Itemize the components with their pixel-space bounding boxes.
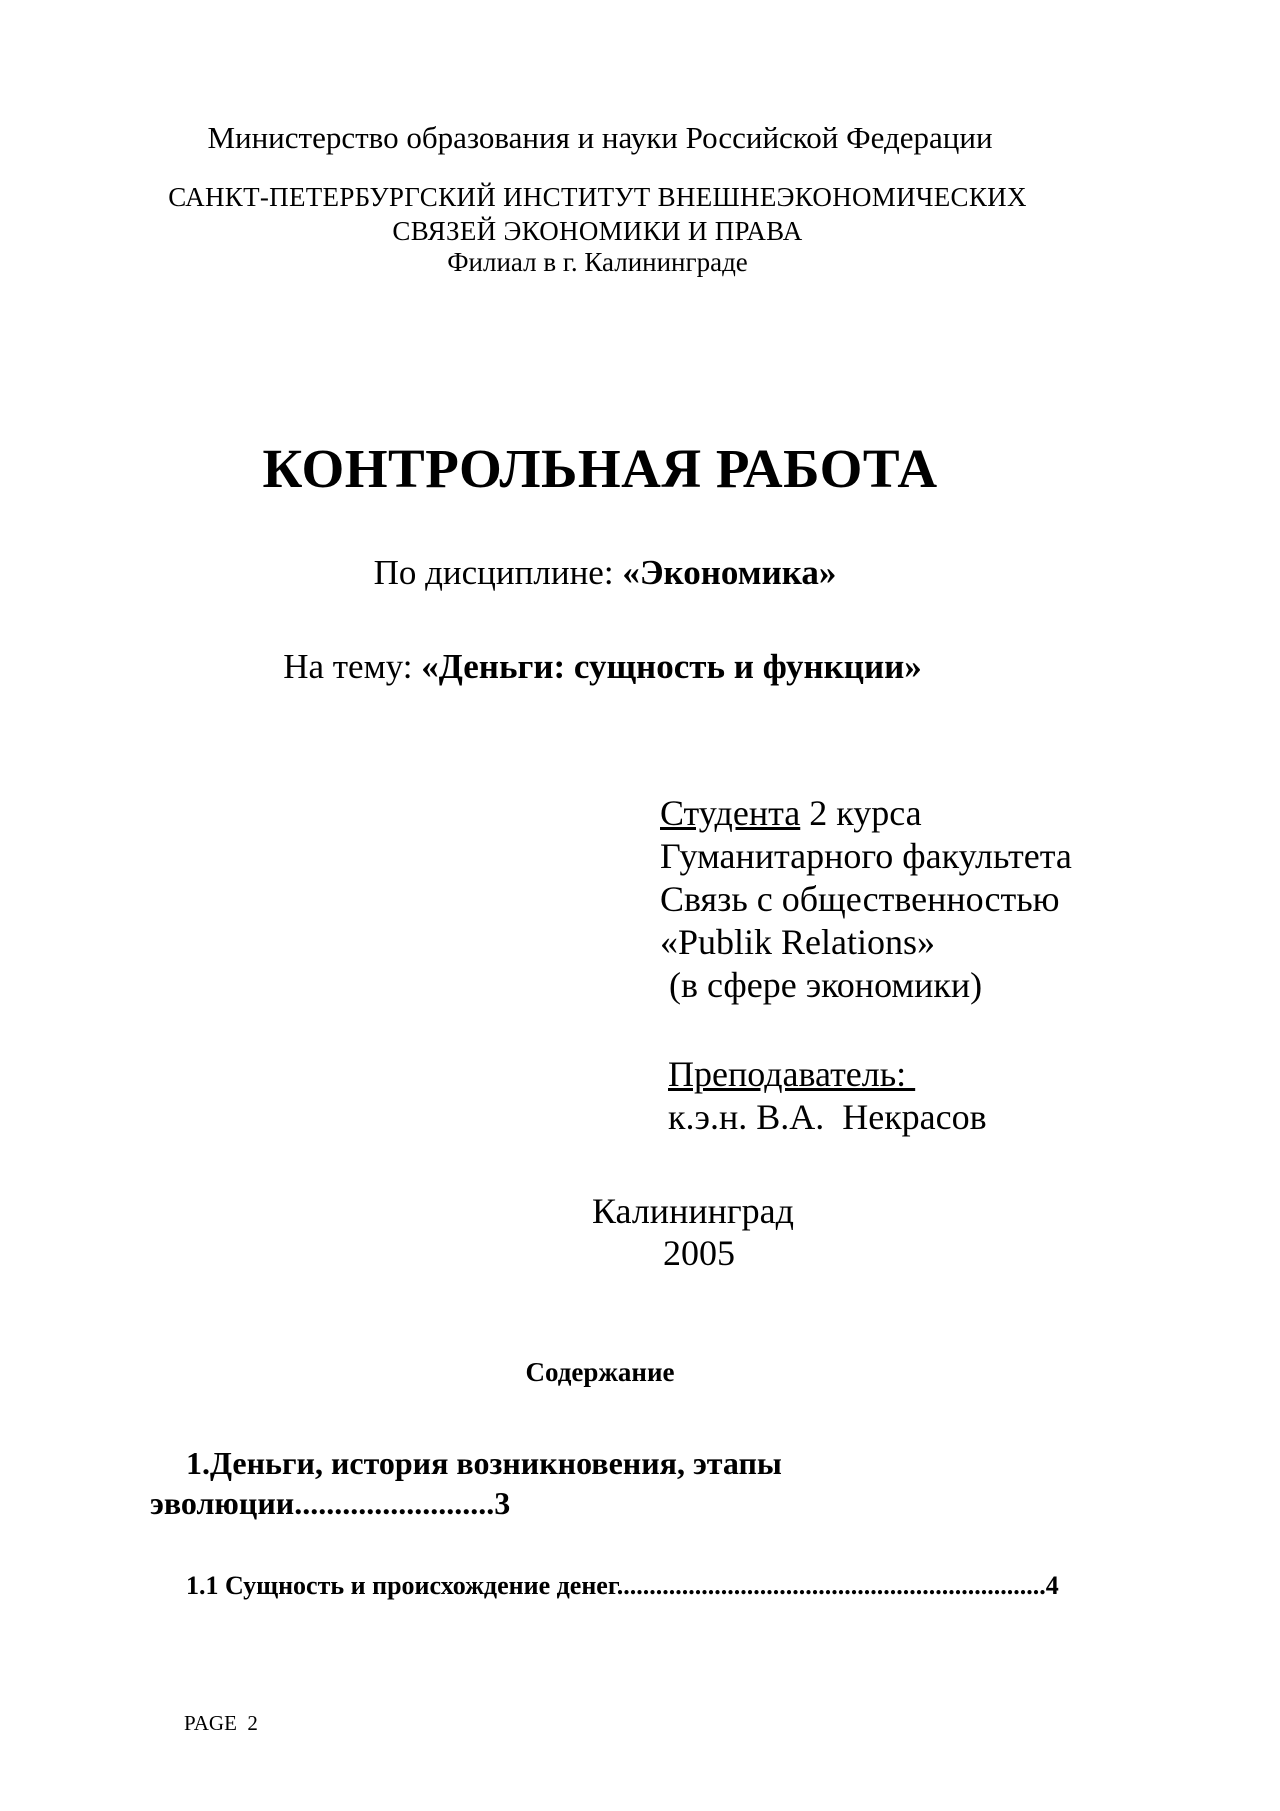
institute-name-line2: СВЯЗЕЙ ЭКОНОМИКИ И ПРАВА xyxy=(392,216,803,246)
document-title: КОНТРОЛЬНАЯ РАБОТА xyxy=(262,438,938,499)
toc-item-1-line1: 1.Деньги, история возникновения, этапы xyxy=(186,1445,782,1481)
student-faculty: Гуманитарного факультета xyxy=(660,836,1072,876)
teacher-block xyxy=(668,1053,987,1139)
student-label: Студента xyxy=(660,793,801,833)
student-program: «Publik Relations» xyxy=(660,922,936,962)
discipline-value: «Экономика» xyxy=(622,553,837,592)
contents-heading: Содержание xyxy=(525,1357,675,1387)
topic-line xyxy=(0,647,1280,687)
year: 2005 xyxy=(663,1233,735,1273)
topic-label: На тему: xyxy=(283,647,422,686)
student-course: 2 курса xyxy=(800,793,922,833)
teacher-name: к.э.н. В.А. Некрасов xyxy=(668,1097,987,1137)
city: Калининград xyxy=(592,1191,794,1231)
student-course-line xyxy=(660,792,1072,835)
topic-value: «Деньги: сущность и функции» xyxy=(421,647,922,686)
discipline-label: По дисциплине: xyxy=(373,553,623,592)
student-specialty: Связь с общественностью xyxy=(660,879,1060,919)
toc-item-1-line2: эволюции.........................3 xyxy=(150,1485,511,1521)
toc-item-1-1: 1.1 Сущность и происхождение денег..................................................................4 xyxy=(186,1571,1059,1600)
toc-item-1 xyxy=(150,1443,782,1523)
institute-name-line1: САНКТ-ПЕТЕРБУРГСКИЙ ИНСТИТУТ ВНЕШНЕЭКОНОМИЧЕСКИХ xyxy=(168,182,1027,212)
teacher-label: Преподаватель: xyxy=(668,1054,916,1094)
student-block xyxy=(660,792,1072,1007)
student-sphere: (в сфере экономики) xyxy=(660,965,983,1005)
page-number: PAGE 2 xyxy=(184,1711,258,1735)
branch-name: Филиал в г. Калининграде xyxy=(447,247,748,277)
ministry-heading: Министерство образования и науки Российской Федерации xyxy=(207,120,993,155)
institute-name xyxy=(0,180,1280,248)
discipline-line xyxy=(0,553,1280,593)
